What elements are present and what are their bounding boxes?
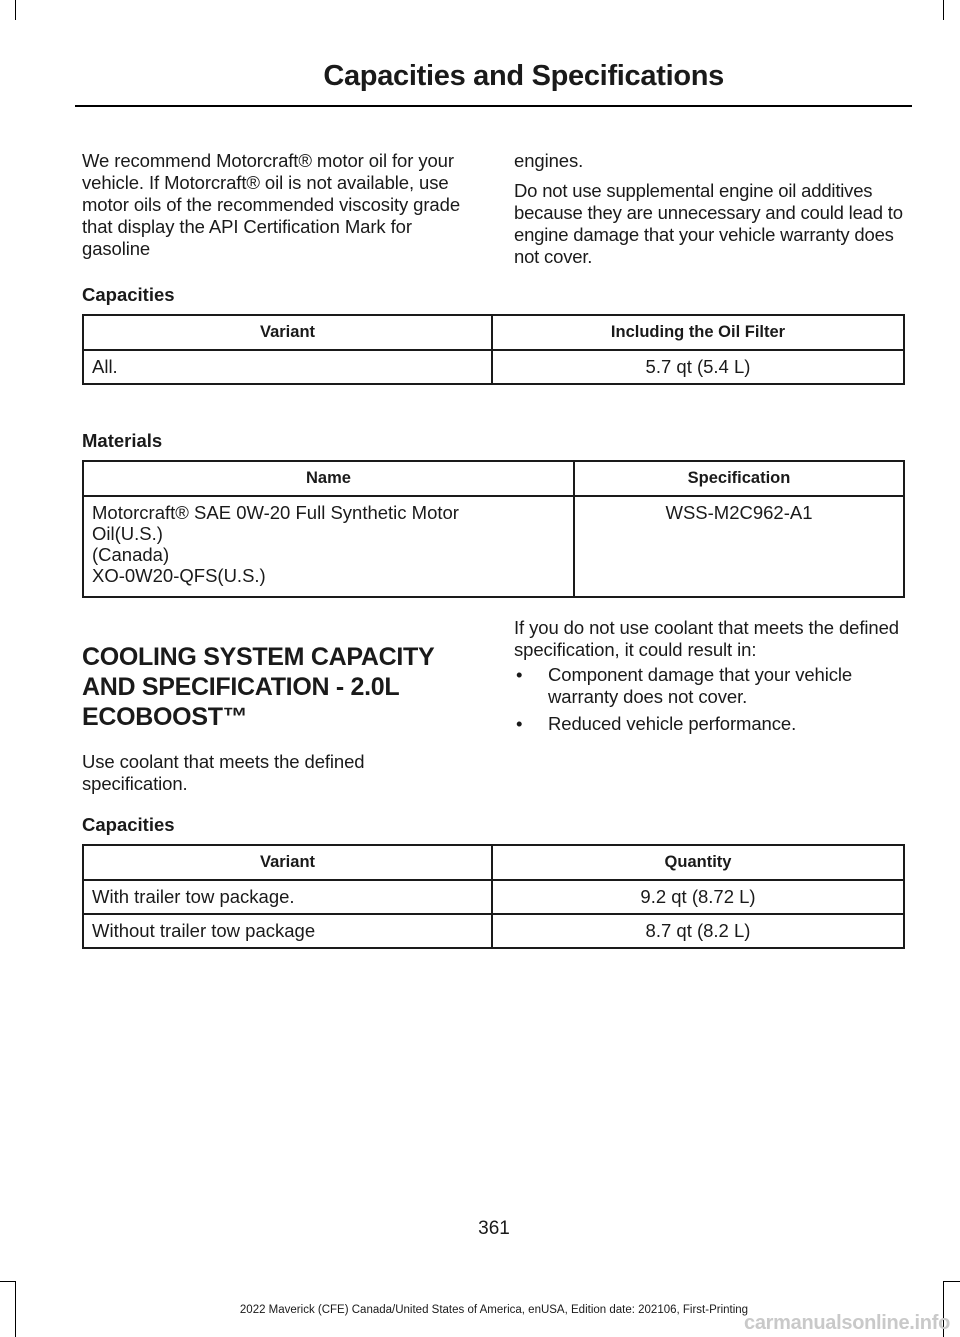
- heading-line: ECOBOOST™: [82, 703, 248, 731]
- oil-capacities-table: [82, 314, 905, 385]
- table-header-row: [83, 461, 904, 496]
- coolant-capacities-heading: Capacities: [82, 814, 175, 835]
- variant-cell: Without trailer tow package: [83, 914, 492, 948]
- title-rule: [75, 105, 912, 107]
- variant-cell: With trailer tow package.: [83, 880, 492, 914]
- material-name-line: Oil(U.S.): [92, 523, 163, 544]
- material-name-line: (Canada): [92, 544, 170, 565]
- column-header-quantity: Quantity: [492, 845, 904, 880]
- column-header-including-oil-filter: Including the Oil Filter: [492, 315, 904, 350]
- oil-capacities-heading: Capacities: [82, 284, 175, 305]
- material-name-cell: [83, 496, 574, 597]
- cooling-paragraph: Use coolant that meets the defined specification.: [82, 751, 365, 794]
- table-row: [83, 914, 904, 948]
- cooling-right-paragraph: If you do not use coolant that meets the defined specification, it could result in:: [514, 617, 899, 660]
- material-name-line: XO-0W20-QFS(U.S.): [92, 565, 266, 586]
- column-header-variant: Variant: [83, 315, 492, 350]
- coolant-capacities-table: [82, 844, 905, 949]
- crop-mark-top-right: [943, 0, 944, 20]
- materials-table: [82, 460, 905, 598]
- heading-line: AND SPECIFICATION - 2.0L: [82, 673, 400, 701]
- crop-mark-bottom-left-h: [0, 1281, 15, 1282]
- edition-note: 2022 Maverick (CFE) Canada/United States of America, enUSA, Edition date: 202106, First-Printing: [239, 1304, 749, 1316]
- column-header-name: Name: [83, 461, 574, 496]
- intro-left-paragraph: We recommend Motorcraft® motor oil for your vehicle. If Motorcraft® oil is not available, use motor oils of the recommended viscosity grade that display the API Certification Mark for gasoline: [82, 150, 461, 259]
- table-header-row: [83, 315, 904, 350]
- column-header-variant: Variant: [83, 845, 492, 880]
- value-cell: 9.2 qt (8.72 L): [492, 880, 904, 914]
- page-number: 361: [478, 1218, 510, 1239]
- table-row: [83, 496, 904, 597]
- consequences-list: [514, 664, 909, 740]
- value-cell: 8.7 qt (8.2 L): [492, 914, 904, 948]
- value-cell: 5.7 qt (5.4 L): [492, 350, 904, 384]
- intro-right-paragraph: Do not use supplemental engine oil additives because they are unnecessary and could lead to engine damage that your vehicle warranty does not cover.: [514, 180, 903, 267]
- materials-heading: Materials: [82, 430, 163, 451]
- table-header-row: [83, 845, 904, 880]
- material-name-line: Motorcraft® SAE 0W-20 Full Synthetic Motor: [92, 502, 459, 523]
- column-header-specification: Specification: [574, 461, 904, 496]
- cooling-section-heading: [82, 642, 482, 732]
- table-row: [83, 880, 904, 914]
- page-title: Capacities and Specifications: [323, 60, 724, 92]
- watermark: carmanualsonline.info: [744, 1312, 950, 1334]
- heading-line: COOLING SYSTEM CAPACITY: [82, 643, 435, 671]
- variant-cell: All.: [83, 350, 492, 384]
- intro-right-continuation: engines.: [514, 150, 584, 171]
- crop-mark-top-left: [15, 0, 16, 20]
- list-item: • Reduced vehicle performance.: [514, 713, 909, 735]
- crop-mark-bottom-right-h: [944, 1281, 960, 1282]
- table-row: [83, 350, 904, 384]
- list-item: • Component damage that your vehicle warranty does not cover.: [514, 664, 909, 708]
- specification-cell: WSS-M2C962-A1: [574, 496, 904, 597]
